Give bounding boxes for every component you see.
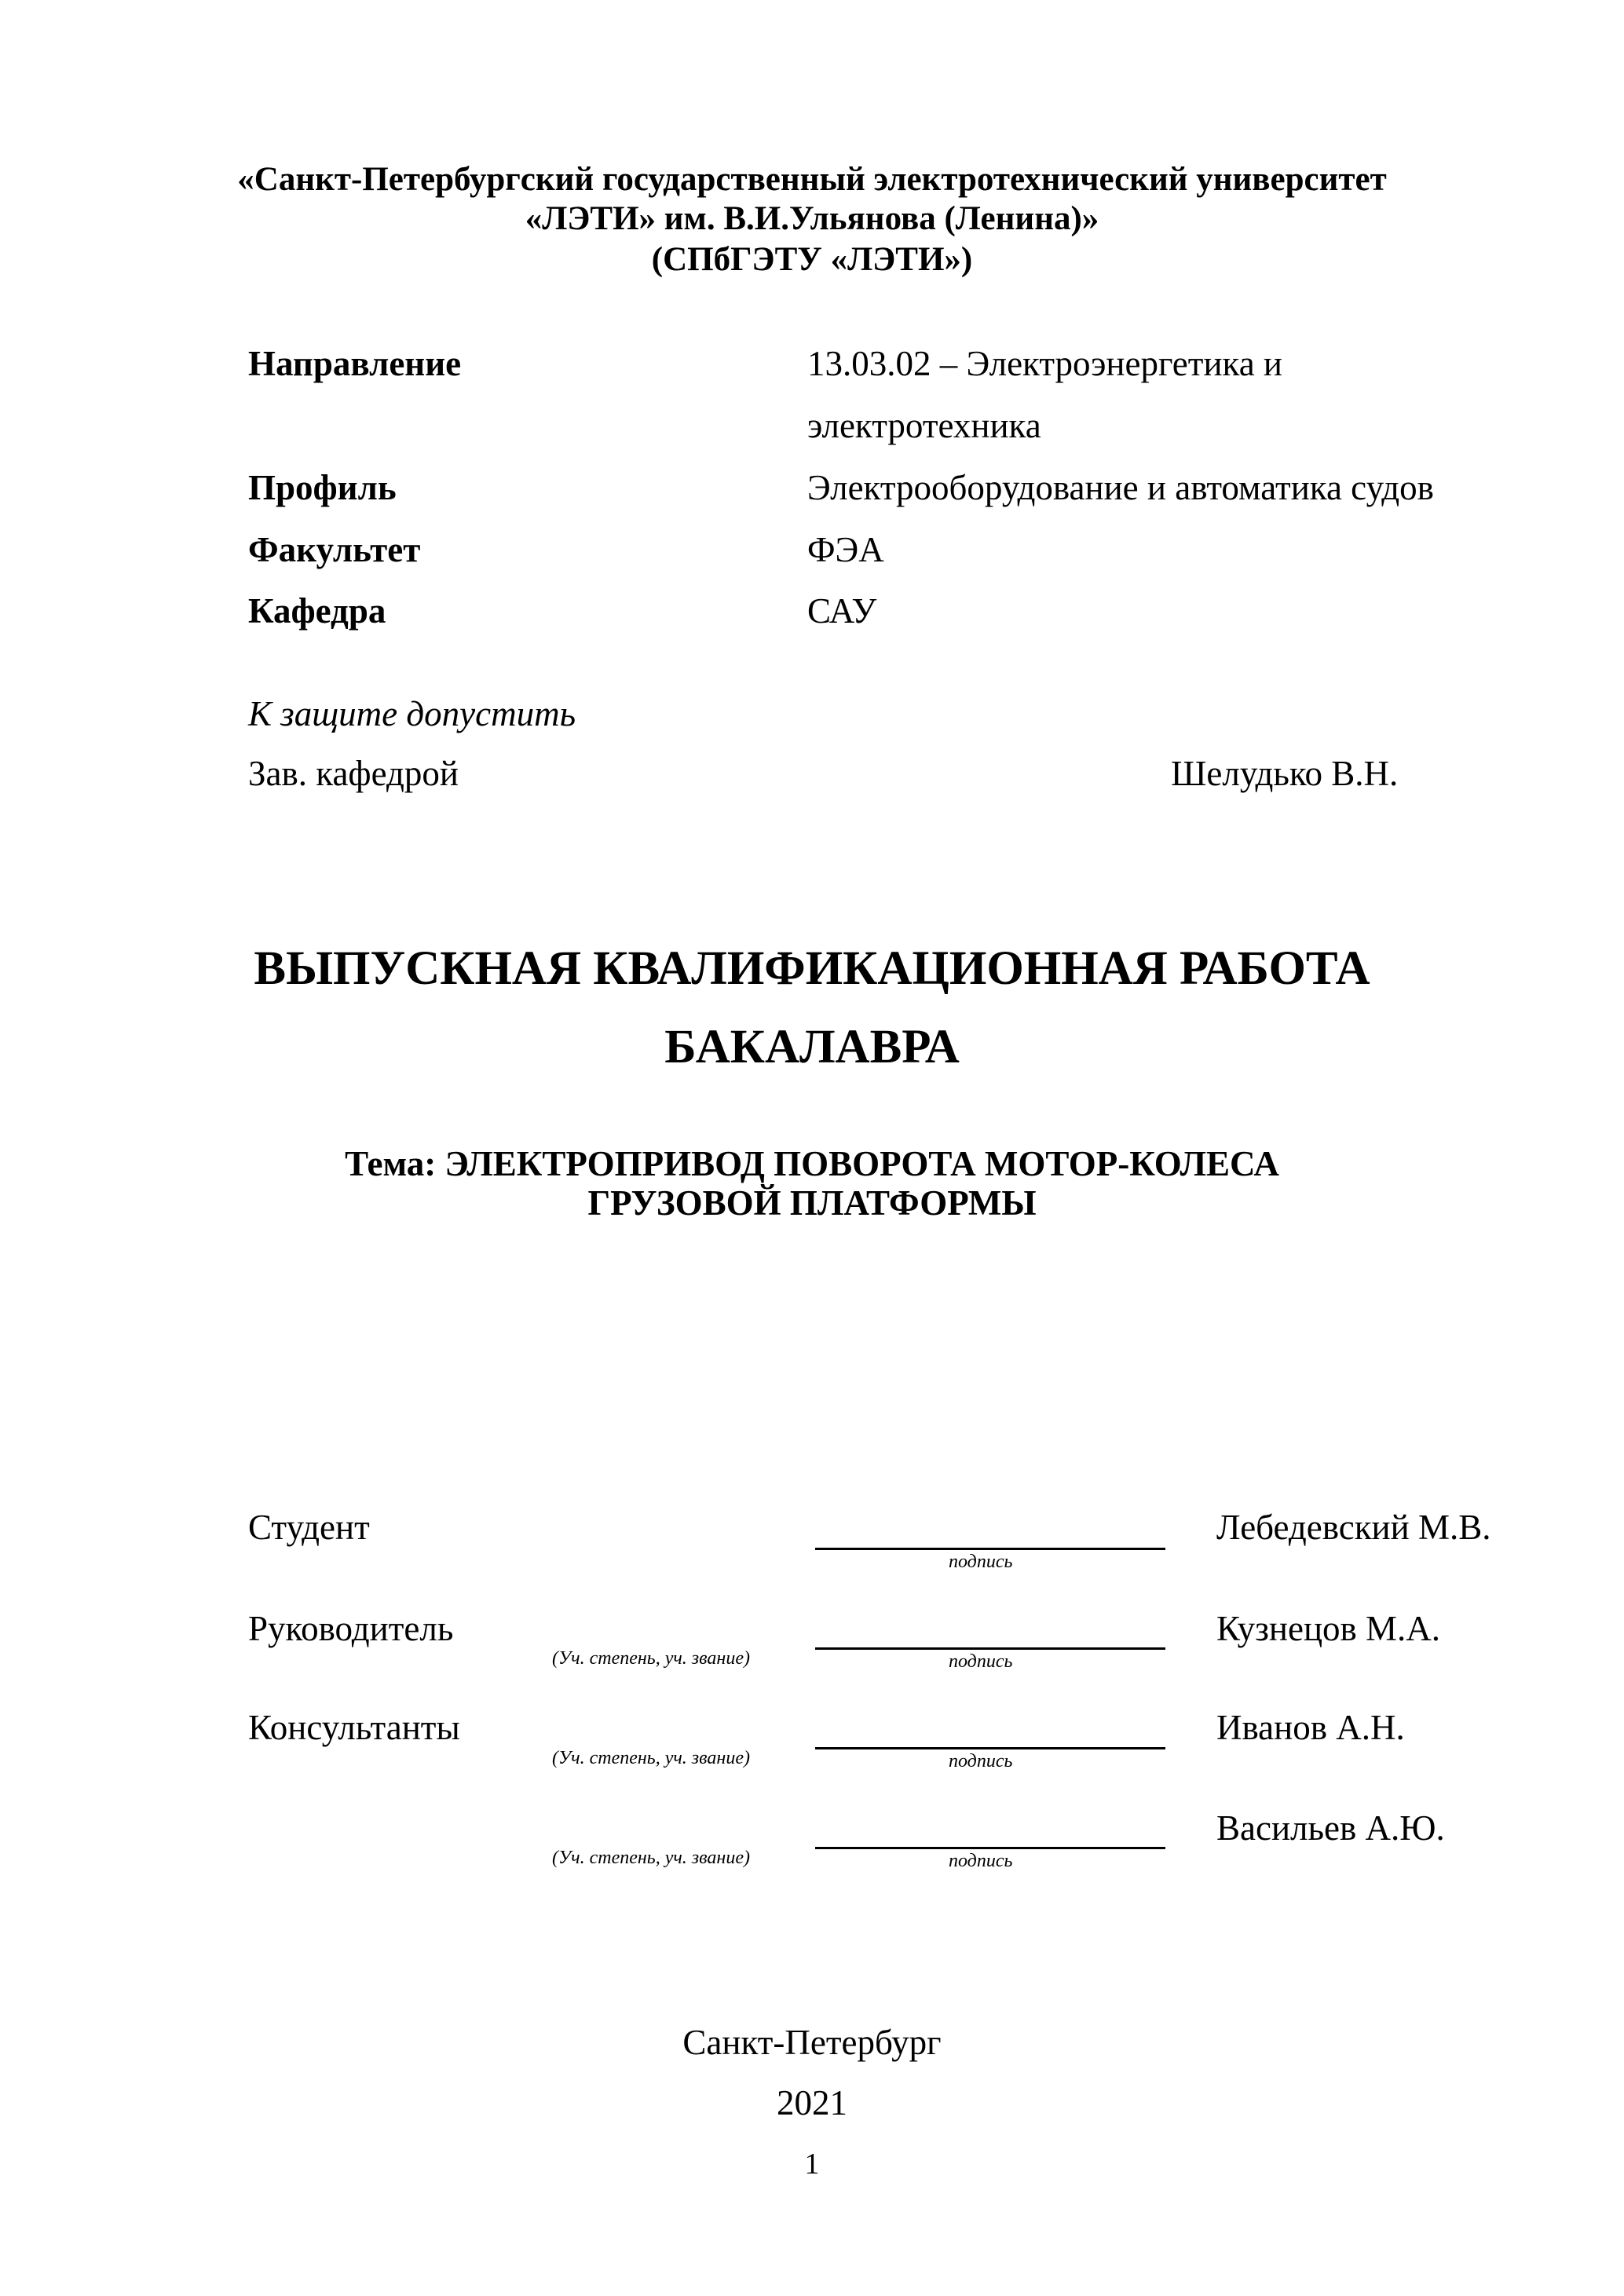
info-value-profile: Электрооборудование и автоматика судов <box>807 468 1434 507</box>
footer-city: Санкт-Петербург <box>682 2023 942 2062</box>
signature-line <box>815 1747 1165 1749</box>
header-line-3: (СПбГЭТУ «ЛЭТИ») <box>651 241 973 278</box>
header-line-1: «Санкт-Петербургский государственный электротехнический университет <box>237 161 1387 198</box>
signature-line <box>815 1647 1165 1650</box>
topic-line-1: Тема: ЭЛЕКТРОПРИВОД ПОВОРОТА МОТОР-КОЛЕСА <box>345 1144 1279 1183</box>
signature-role: Консультанты <box>248 1708 460 1747</box>
approval-name: Шелудько В.Н. <box>1171 754 1399 793</box>
signature-caption: подпись <box>949 1552 1013 1572</box>
signature-degree: (Уч. степень, уч. звание) <box>552 1848 750 1868</box>
signature-role: Руководитель <box>248 1609 454 1648</box>
info-value-department: САУ <box>807 591 877 631</box>
approval-title: К защите допустить <box>248 694 576 733</box>
info-label-direction: Направление <box>248 344 462 383</box>
title-line-2: БАКАЛАВРА <box>664 1021 960 1073</box>
signature-role: Студент <box>248 1508 370 1547</box>
signature-degree: (Уч. степень, уч. звание) <box>552 1748 750 1768</box>
info-label-department: Кафедра <box>248 591 386 631</box>
signature-name: Кузнецов М.А. <box>1216 1609 1441 1648</box>
info-value-direction-cont: электротехника <box>807 406 1041 445</box>
signature-name: Васильев А.Ю. <box>1216 1808 1445 1848</box>
signature-caption: подпись <box>949 1651 1013 1672</box>
topic-line-2: ГРУЗОВОЙ ПЛАТФОРМЫ <box>587 1183 1037 1223</box>
footer-year: 2021 <box>777 2083 847 2122</box>
info-label-profile: Профиль <box>248 468 397 507</box>
title-line-1: ВЫПУСКНАЯ КВАЛИФИКАЦИОННАЯ РАБОТА <box>254 942 1370 995</box>
signature-name: Лебедевский М.В. <box>1216 1508 1491 1547</box>
signature-line <box>815 1847 1165 1849</box>
approval-role: Зав. кафедрой <box>248 754 459 793</box>
info-value-direction: 13.03.02 – Электроэнергетика и <box>807 344 1283 383</box>
signature-caption: подпись <box>949 1751 1013 1771</box>
signature-name: Иванов А.Н. <box>1216 1708 1405 1747</box>
page-number: 1 <box>804 2148 820 2181</box>
signature-caption: подпись <box>949 1851 1013 1871</box>
signature-line <box>815 1548 1165 1550</box>
header-line-2: «ЛЭТИ» им. В.И.Ульянова (Ленина)» <box>525 200 1099 237</box>
info-value-faculty: ФЭА <box>807 530 884 569</box>
info-label-faculty: Факультет <box>248 530 421 569</box>
signature-degree: (Уч. степень, уч. звание) <box>552 1648 750 1669</box>
